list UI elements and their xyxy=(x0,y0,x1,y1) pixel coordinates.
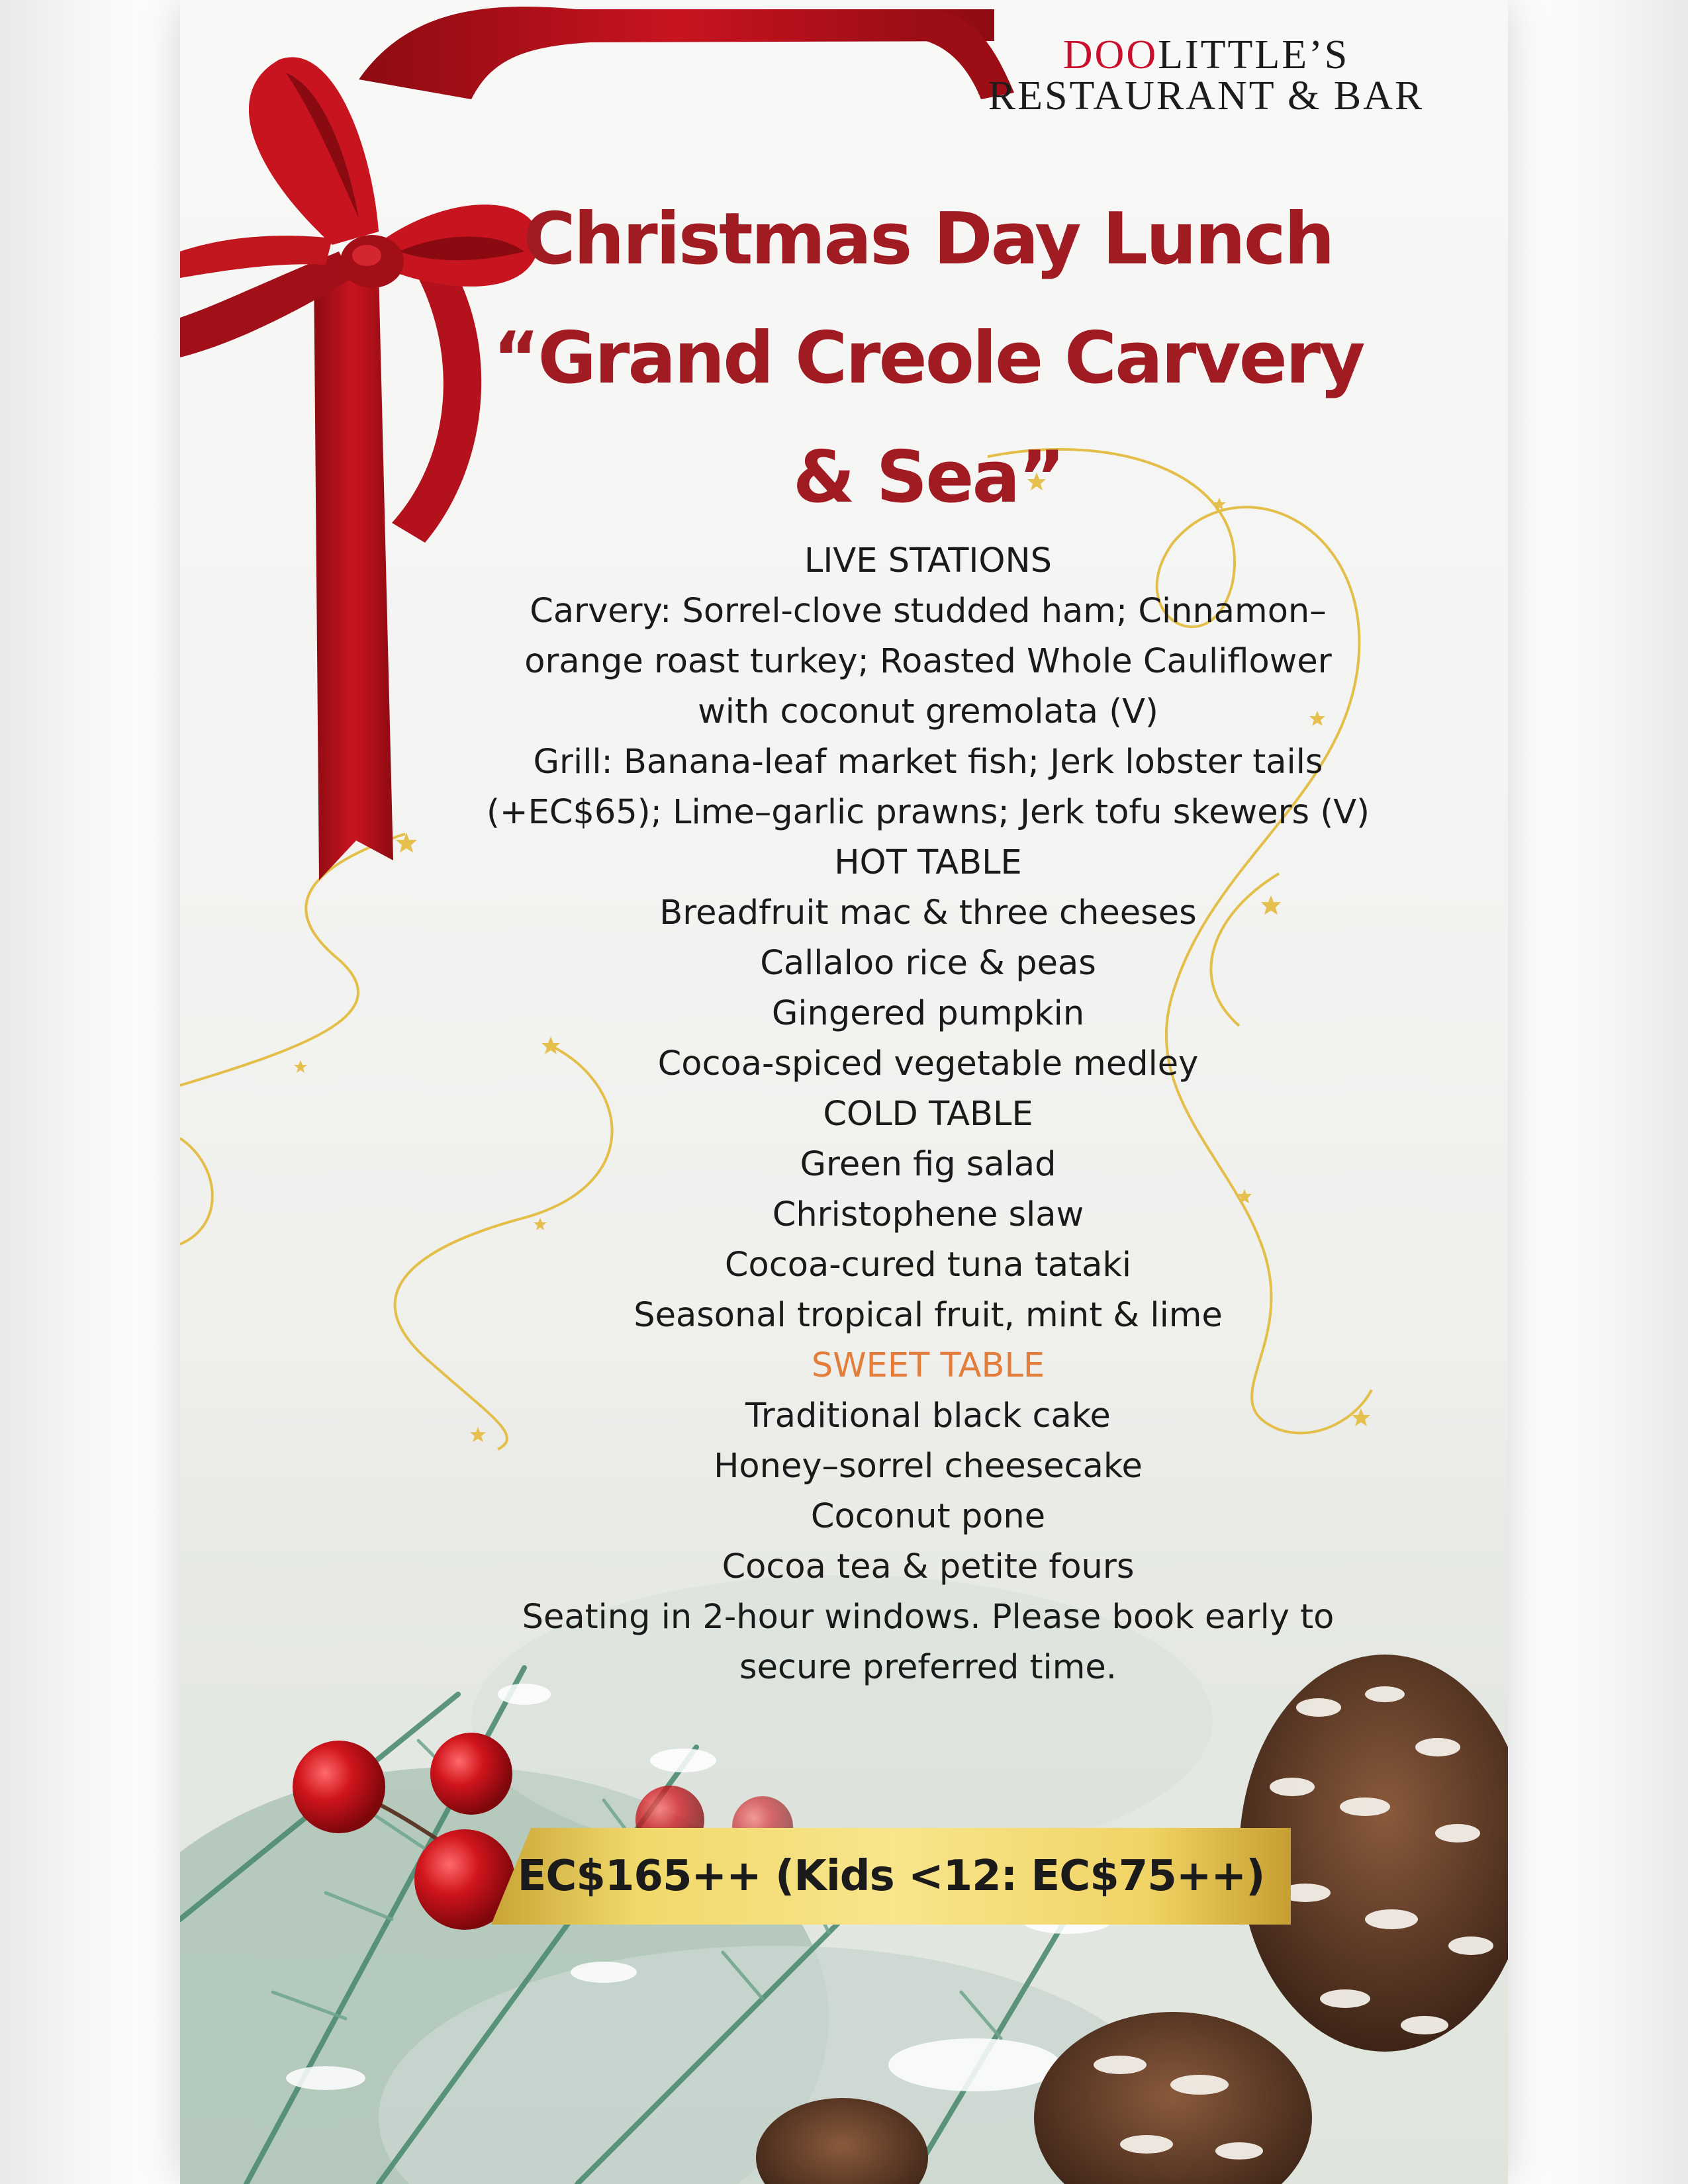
logo-subtitle: RESTAURANT & BAR xyxy=(988,73,1425,118)
seating-note-line-2: secure preferred time. xyxy=(739,1648,1117,1687)
menu-item: Christophene slaw xyxy=(772,1195,1084,1234)
logo-name-dark: LITTLE’S xyxy=(1158,32,1350,77)
seating-note-line-1: Seating in 2-hour windows. Please book early to xyxy=(522,1598,1335,1637)
menu-content xyxy=(432,536,1425,1693)
menu-item: Coconut pone xyxy=(810,1497,1046,1536)
menu-item: Breadfruit mac & three cheeses xyxy=(659,893,1197,933)
section-heading-live-stations: LIVE STATIONS xyxy=(804,541,1053,580)
menu-item: Green fig salad xyxy=(800,1145,1056,1184)
menu-item: Honey–sorrel cheesecake xyxy=(714,1447,1143,1486)
menu-item: Seasonal tropical fruit, mint & lime xyxy=(633,1296,1223,1335)
carvery-line-1: Carvery: Sorrel-clove studded ham; Cinnamon– xyxy=(530,592,1327,631)
section-heading-cold-table: COLD TABLE xyxy=(823,1095,1033,1134)
menu-item: Traditional black cake xyxy=(745,1396,1111,1435)
title-line-2: “Grand Creole Carvery xyxy=(492,317,1364,400)
menu-item: Callaloo rice & peas xyxy=(760,944,1096,983)
logo-name-red: DOO xyxy=(1062,32,1158,77)
menu-item: Gingered pumpkin xyxy=(771,994,1085,1033)
title-line-1: Christmas Day Lunch xyxy=(523,198,1333,281)
section-heading-hot-table: HOT TABLE xyxy=(834,843,1022,882)
grill-line-1: Grill: Banana-leaf market fish; Jerk lobster tails xyxy=(533,743,1323,782)
title-line-3: & Sea” xyxy=(792,436,1064,519)
carvery-line-3: with coconut gremolata (V) xyxy=(698,692,1158,731)
menu-item: Cocoa-spiced vegetable medley xyxy=(657,1044,1199,1083)
restaurant-logo xyxy=(928,34,1484,116)
grill-line-2: (+EC$65); Lime–garlic prawns; Jerk tofu skewers (V) xyxy=(486,793,1370,832)
menu-title xyxy=(432,180,1425,537)
price-text: EC$165++ (Kids <12: EC$75++) xyxy=(517,1852,1265,1901)
menu-item: Cocoa-cured tuna tataki xyxy=(724,1246,1132,1285)
section-heading-sweet-table: SWEET TABLE xyxy=(811,1346,1045,1385)
menu-item: Cocoa tea & petite fours xyxy=(722,1547,1135,1586)
menu-flyer xyxy=(180,0,1508,2184)
logo-name-line xyxy=(928,34,1484,75)
carvery-line-2: orange roast turkey; Roasted Whole Cauliflower xyxy=(524,642,1332,681)
